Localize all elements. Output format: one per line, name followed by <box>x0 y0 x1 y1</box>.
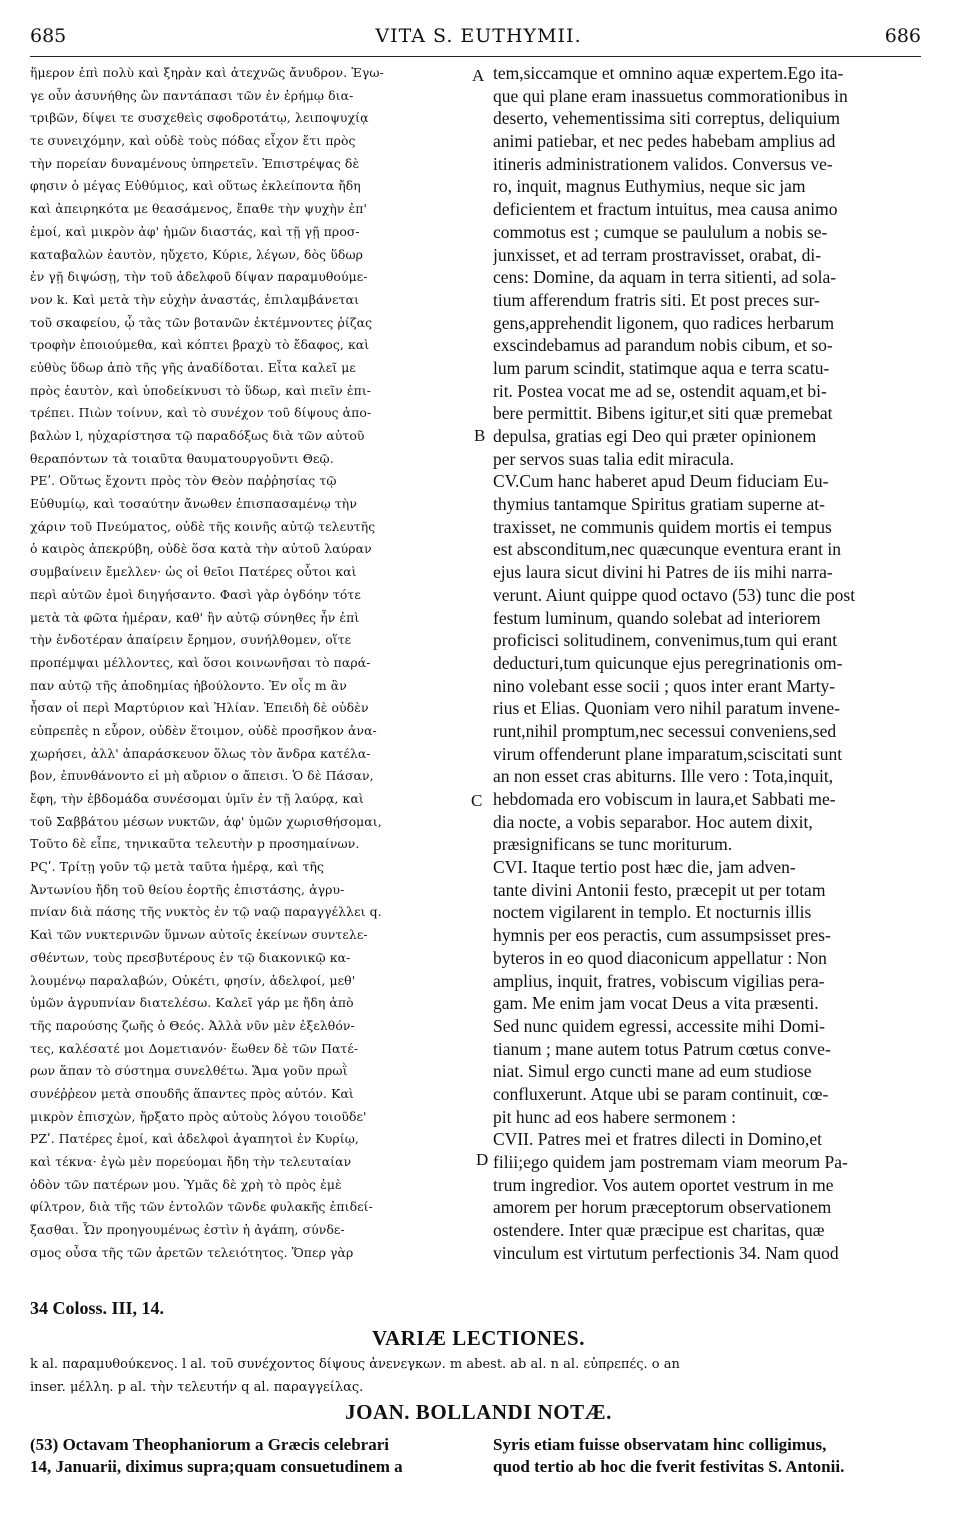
greek-text-line: περὶ αὐτῶν ἐμοὶ διηγήσαντο. Φασὶ γὰρ ὀγδόην τότε <box>30 586 361 602</box>
notae-left-column <box>30 1434 482 1478</box>
greek-text-line: θεραπόντων τὰ τοιαῦτα θαυματουργοῦντι Θεῷ. <box>30 450 334 466</box>
greek-text-line: ΡΕʹ. Οὕτως ἔχοντι πρὸς τὸν Θεὸν παῤῥησίας τῷ <box>30 473 337 489</box>
latin-text-line: tem,siccamque et omnino aquæ expertem.Ego ita- <box>493 63 844 83</box>
greek-text-line: χωρήσει, ἀλλ' ἀπαράσκευον ὅλως τὸν ἄνδρα κατέλα- <box>30 745 371 761</box>
latin-text-line: CV.Cum hanc haberet apud Deum fiduciam Eu- <box>493 471 829 492</box>
latin-text-line: gam. Me enim jam vocat Deus a vita præsenti. <box>493 993 819 1014</box>
latin-text-line: an non esset cras abiturns. Ille vero : Tota,inquit, <box>493 766 834 787</box>
latin-text-line: per servos suas talia edit miracula. <box>493 448 735 469</box>
variae-lectiones-line: inser. μέλλη. p al. τὴν τελευτήν q al. παραγγείλας. <box>30 1380 364 1395</box>
latin-text-line: nino volebant esse socii ; quos inter erant Marty- <box>493 675 836 696</box>
greek-text-line: τρέπει. Πιὼν τοίνυν, καὶ τὸ συνέχον τοῦ δίψους ἀπο- <box>30 405 372 421</box>
latin-text-line: amplius, inquit, fratres, vobiscum vigilias pera- <box>493 970 825 991</box>
greek-text-line: καὶ ἀπειρηκότα με θεασάμενος, ἔπαθε τὴν ψυχὴν ἐπ' <box>30 201 368 217</box>
greek-text-line: τε συνειχόμην, καὶ οὐδὲ τοὺς πόδας εἶχον ἔτι πρὸς <box>30 133 356 149</box>
greek-text-line: μικρὸν ἐπισχὼν, ἤρξατο πρὸς αὐτοὺς λόγου τοιοῦδε' <box>30 1108 367 1124</box>
latin-text-line: trum ingredior. Vos autem oportet vestrum in me <box>493 1174 834 1195</box>
notae-line: quod tertio ab hoc die fverit festivitas S. Antonii. <box>493 1457 845 1476</box>
latin-text-line: itineris administrationem validos. Conversus ve- <box>493 153 833 174</box>
greek-text-line: προπέμψαι μέλλοντες, καὶ ὅσοι κοινωνῆσαι τὸ παρά- <box>30 654 371 670</box>
variae-lectiones-line: k al. παραμυθούκενος. l al. τοῦ συνέχοντος δίψους ἀνενεγκων. m abest. ab al. n al. εὐπρεπές. o an <box>30 1357 680 1372</box>
latin-text-line: Sed nunc quidem egressi, accessite mihi Domi- <box>493 1015 825 1036</box>
latin-text-line: amorem per horum præceptorum observationem <box>493 1197 832 1218</box>
greek-text-line: νον k. Καὶ μετὰ τὴν εὐχὴν ἀναστάς, ἐπιλαμβάνεται <box>30 291 360 307</box>
latin-text-line: est absconditum,nec quæcunque eventura erant in <box>493 539 841 560</box>
latin-text-line: virum offenderunt plane imparatum,sciscitati sunt <box>493 743 843 764</box>
greek-text-line: σμος οὖσα τῆς τῶν ἀρετῶν τελειότητος. Ὅπερ γὰρ <box>30 1244 354 1260</box>
latin-text-line: runt,nihil promptum,nec secessui conveniens,sed <box>493 720 837 741</box>
latin-text-line: depulsa, gratias egi Deo qui præter opinionem <box>493 426 817 446</box>
header-rule <box>30 56 921 57</box>
latin-text-line: lum parum scindit, statimque aqua e terra scatu- <box>493 357 830 378</box>
latin-text-line: filii;ego quidem jam postremam viam meorum Pa- <box>493 1152 848 1172</box>
greek-text-line: ἥμερον ἐπὶ πολὺ καὶ ξηρὰν καὶ ἀτεχνῶς ἄνυδρον. Ἐγω- <box>30 65 384 80</box>
latin-text-line: hymnis per eos peractis, cum assumpsisset pres- <box>493 925 831 946</box>
latin-text-line: rit. Postea vocat me ad se, ostendit aquam,et bi- <box>493 380 827 401</box>
greek-text-line: καταβαλὼν ἑαυτὸν, ηὔχετο, Κύριε, λέγων, δὸς ὕδωρ <box>30 246 364 262</box>
latin-text-line: bere permittit. Bibens igitur,et siti quæ premebat <box>493 403 833 424</box>
notae-line: (53) Octavam Theophaniorum a Græcis celebrari <box>30 1435 390 1454</box>
greek-text-line: καὶ τέκνα· ἐγὼ μὲν πορεύομαι ἤδη τὴν τελευταίαν <box>30 1154 352 1169</box>
latin-text-line: tante divini Antonii festo, præcepit ut per totam <box>493 879 826 900</box>
latin-text-line: præsignificans se tunc moriturum. <box>493 834 733 855</box>
margin-marker-c: C <box>471 791 483 810</box>
page-number-right: 686 <box>884 25 921 47</box>
greek-text-line: ρων ἅπαν τὸ σύστημα συνελθέτω. Ἅμα γοῦν πρωῒ <box>30 1063 348 1079</box>
greek-text-line: λουμένῳ παραλαβών, Οὐκέτι, φησίν, ἀδελφοί, μεθ' <box>30 972 356 988</box>
margin-marker-a: A <box>472 66 485 85</box>
greek-text-line: συμβαίνειν ἔμελλεν· ὡς οἱ θεῖοι Πατέρες οὗτοι καὶ <box>30 564 357 580</box>
latin-text-line: que qui plane eram inassuetus commorationibus in <box>493 85 848 106</box>
latin-text-line: traxisset, ne communis quidem mortis ei tempus <box>493 516 832 537</box>
greek-text-line: εὐπρεπὲς n εὗρον, οὐδὲν ἕτοιμον, οὐδὲ προσῆκον ἀνα- <box>30 722 377 738</box>
latin-text-line: noctem vigilarent in templo. Et nocturnis illis <box>493 902 812 923</box>
latin-text-line: thymius tantamque Spiritus gratiam superne at- <box>493 494 825 515</box>
greek-text-line: Εὐθυμίῳ, καὶ τοσαύτην ἄνωθεν ἐπισπασαμένῳ τὴν <box>30 496 357 512</box>
greek-column <box>30 62 485 1264</box>
greek-text-line: τῆς παρούσης ζωῆς ὁ Θεός. Ἀλλὰ νῦν μὲν ἐξελθόν- <box>30 1017 355 1033</box>
greek-text-line: ἐν γῇ διψώσῃ, τὴν τοῦ ἀδελφοῦ δίψαν παραμυθούμε- <box>30 269 368 285</box>
latin-text-line: cens: Domine, da aquam in terra sitienti, ad sola- <box>493 267 837 288</box>
latin-text-line: deducturi,tum quicunque ejus peregrinationis om- <box>493 652 843 673</box>
greek-text-line: τριβῶν, δίψει τε συσχεθεὶς σφοδροτάτῳ, λειποψυχίᾳ <box>30 110 369 126</box>
greek-text-line: παν αὐτῷ τῆς ἀποδημίας ἠβούλοντο. Ἐν οἷς m ἂν <box>30 677 347 693</box>
latin-text-line: proficisci solitudinem, convenimus,tum qui erant <box>493 630 838 651</box>
greek-text-line: Καὶ τῶν νυκτερινῶν ὕμνων αὐτοῖς ἐκείνων συντελε- <box>30 927 368 943</box>
latin-text-line: tium afferendum fratris siti. Et post preces sur- <box>493 289 820 310</box>
latin-text-line: niat. Simul ergo cuncti mane ad eum studiose <box>493 1061 812 1082</box>
latin-text-line: byteros in eo quod diaconicum appellatur : Non <box>493 947 827 968</box>
latin-text-line: ro, inquit, magnus Euthymius, neque sic jam <box>493 176 806 197</box>
greek-text-line: ἔφη, τὴν ἑβδομάδα συνέσομαι ὑμῖν ἐν τῇ λαύρᾳ, καὶ <box>30 791 364 806</box>
page-number-left: 685 <box>30 25 67 47</box>
greek-text-line: ΡϚʹ. Τρίτῃ γοῦν τῷ μετὰ ταῦτα ἡμέρᾳ, καὶ τῆς <box>30 859 325 875</box>
latin-text-line: deserto, vehementissima siti correptus, deliquium <box>493 108 841 129</box>
greek-text-line: ὁ καιρὸς ἀπεκρύβη, οὐδὲ ὅσα κατὰ τὴν αὐτοῦ λαύραν <box>30 541 372 557</box>
latin-text-line: commotus est ; cumque se paululum a nobis se- <box>493 221 828 242</box>
running-title: VITA S. EUTHYMII. <box>375 25 582 47</box>
greek-text-line: ξασθαι. Ὧν προηγουμένως ἐστὶν ἡ ἀγάπη, σύνδε- <box>30 1222 345 1238</box>
greek-text-line: ΡΖʹ. Πατέρες ἐμοί, καὶ ἀδελφοὶ ἀγαπητοὶ ἐν Κυρίῳ, <box>30 1131 359 1147</box>
greek-text-line: βον, ἐπυνθάνοντο εἰ μὴ αὔριον o ἄπεισι. Ὁ δὲ Πάσαν, <box>30 768 374 784</box>
notae-heading: JOAN. BOLLANDI NOTÆ. <box>345 1400 612 1424</box>
margin-marker-d: D <box>476 1150 489 1169</box>
latin-text-line: festum luminum, quando solebat ad interiorem <box>493 607 821 628</box>
greek-text-line: τοῦ Σαββάτου μέσων νυκτῶν, ἀφ' ὑμῶν χωρισθήσομαι, <box>30 813 382 829</box>
latin-text-line: junxisset, et ad terram prostravisset, orabat, di- <box>493 244 822 265</box>
greek-text-line: τὴν πορείαν δυναμένους ὑπηρετεῖν. Ἐπιστρέψας δὲ <box>30 155 360 171</box>
greek-text-line: ἦσαν οἱ περὶ Μαρτύριον καὶ Ἠλίαν. Ἐπειδὴ δὲ οὐδὲν <box>30 700 369 716</box>
latin-text-line: pit hunc ad eos habere sermonem : <box>493 1106 736 1127</box>
greek-text-line: φίλτρον, διὰ τῆς τῶν ἐντολῶν τῶνδε φυλακῆς ἐπιδεί- <box>30 1199 373 1215</box>
greek-text-line: τοῦ σκαφείου, ᾧ τὰς τῶν βοτανῶν ἐκτέμνοντες ῥίζας <box>30 314 373 330</box>
greek-text-line: μετὰ τὰ φῶτα ἡμέραν, καθ' ἣν αὐτῷ σύνηθες ἦν ἐπὶ <box>30 609 360 625</box>
latin-text-line: CVII. Patres mei et fratres dilecti in Domino,et <box>493 1129 823 1150</box>
page-header <box>0 0 957 62</box>
greek-text-line: εὐθὺς ὕδωρ ἀπὸ τῆς γῆς ἀναδίδοται. Εἶτα καλεῖ με <box>30 359 356 375</box>
greek-text-line: ἐμοί, καὶ μικρὸν ἀφ' ἡμῶν διαστάς, καὶ τῇ γῇ προσ- <box>30 223 360 239</box>
notae-line: Syris etiam fuisse observatam hinc colligimus, <box>493 1435 827 1454</box>
notae-right-column <box>493 1434 927 1478</box>
greek-text-line: τες, καλέσατέ μοι Δομετιανόν· ἕωθεν δὲ τῶν Πατέ- <box>30 1040 359 1056</box>
latin-text-line: vinculum est virtutum perfectionis 34. Nam quod <box>493 1242 839 1263</box>
latin-text-line: CVI. Itaque tertio post hæc die, jam adven- <box>493 857 796 878</box>
greek-text-line: χάριν τοῦ Πνεύματος, οὐδὲ τῆς κοινῆς αὐτῷ τελευτῆς <box>30 518 376 534</box>
greek-text-line: συνέῤῥεον μετὰ σπουδῆς ἅπαντες πρὸς αὐτόν. Καὶ <box>30 1085 354 1101</box>
greek-text-line: πρὸς ἑαυτὸν, καὶ ὑποδείκνυσι τὸ ὕδωρ, καὶ πιεῖν ἐπι- <box>30 382 372 398</box>
greek-text-line: Ἀντωνίου ἤδη τοῦ θείου ἑορτῆς ἐπιστάσης, ἀγρυ- <box>30 881 345 897</box>
latin-text-line: gens,apprehendit ligonem, quo radices herbarum <box>493 312 835 333</box>
latin-text-line: tianum ; mane autem totus Patrum cœtus conve- <box>493 1038 831 1059</box>
margin-marker-b: B <box>474 426 486 445</box>
greek-text-line: τροφὴν ἐποιούμεθα, καὶ κόπτει βραχὺ τὸ ἔδαφος, καὶ <box>30 337 370 353</box>
latin-text-line: ejus laura sicut divini hi Patres de iis mihi narra- <box>493 562 833 583</box>
notae-line: 14, Januarii, diximus supra;quam consuetudinem a <box>30 1457 403 1476</box>
greek-text-line: Τοῦτο δὲ εἶπε, τηνικαῦτα τελευτὴν p προσημαίνων. <box>30 836 360 852</box>
latin-text-line: deficientem et fractum intuitus, mea causa animo <box>493 199 838 220</box>
greek-text-line: σθέντων, τοὺς πρεσβυτέρους ἐν τῷ διακονικῷ κα- <box>30 949 351 965</box>
latin-text-line: exscindebamus ad parandum nobis cibum, et so- <box>493 335 833 356</box>
variae-lectiones-heading: VARIÆ LECTIONES. <box>371 1326 585 1350</box>
greek-text-line: πνίαν διὰ πάσης τῆς νυκτὸς ἐν τῷ ναῷ παραγγέλλει q. <box>30 904 382 920</box>
greek-text-line: ὁδὸν τῶν πατέρων μου. Ὑμᾶς δὲ χρὴ τὸ πρὸς ἐμὲ <box>30 1176 342 1192</box>
scripture-footnote: 34 Coloss. III, 14. <box>30 1298 165 1318</box>
latin-text-line: hebdomada ero vobiscum in laura,et Sabbati me- <box>493 789 836 809</box>
greek-text-line: βαλὼν l, ηὐχαρίστησα τῷ παραδόξως διὰ τῶν αὐτοῦ <box>30 428 365 443</box>
latin-text-line: verunt. Aiunt quippe quod octavo (53) tunc die post <box>493 584 856 605</box>
greek-text-line: ὑμῶν ἀγρυπνίαν διατελέσω. Καλεῖ γάρ με ἤδη ἀπὸ <box>30 995 354 1011</box>
latin-text-line: ostendere. Inter quæ præcipue est charitas, quæ <box>493 1220 825 1241</box>
latin-text-line: animi patiebar, et nec pedes habebam amplius ad <box>493 131 836 152</box>
latin-text-line: rius et Elias. Quoniam vero nihil paratum invene- <box>493 698 840 719</box>
greek-text-line: φησιν ὁ μέγας Εὐθύμιος, καὶ οὕτως ἐκλείποντα ἤδη <box>30 178 361 194</box>
greek-text-line: τὴν ἐνδοτέραν ἀπαίρειν ἔρημον, συνήλθομεν, οἵτε <box>30 632 352 648</box>
greek-text-line: γε οὖν ἀσυνήθης ὢν παντάπασι τῶν ἐν ἐρήμῳ δια- <box>30 87 354 103</box>
latin-text-line: dia nocte, a vobis separabor. Hoc autem dixit, <box>493 811 813 832</box>
latin-column <box>493 62 923 1264</box>
latin-text-line: confluxerunt. Atque ubi se param continuit, cœ- <box>493 1083 829 1104</box>
